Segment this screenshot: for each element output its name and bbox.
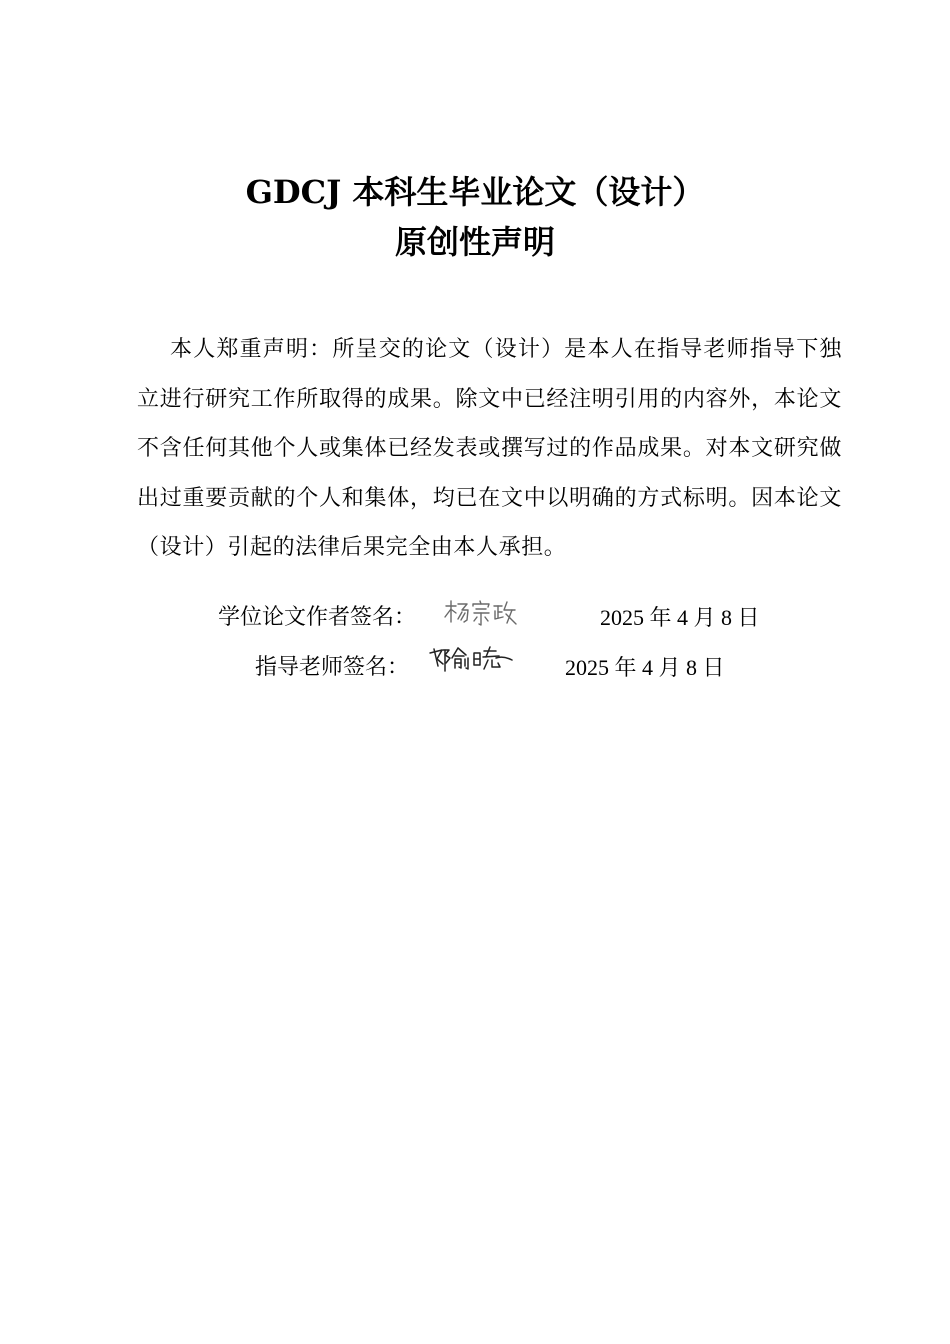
- declaration-paragraph: 本人郑重声明：所呈交的论文（设计）是本人在指导老师指导下独立进行研究工作所取得的成果。除文中已经注明引用的内容外，本论文不含任何其他个人或集体已经发表或撰写过的作品成果。对本文研究做出过重要贡献的个人和集体，均已在文中以明确的方式标明。因本论文（设计）引起的法律后果完全由本人承担。: [137, 337, 842, 560]
- student-handwritten-signature: [440, 598, 520, 632]
- student-signature-date: 2025 年 4 月 8 日: [600, 605, 760, 630]
- advisor-signature-label: 指导老师签名：: [255, 655, 410, 680]
- student-signature-label: 学位论文作者签名：: [218, 605, 417, 630]
- advisor-handwritten-signature: [428, 644, 514, 674]
- advisor-signature-date: 2025 年 4 月 8 日: [565, 655, 725, 680]
- document-title: GDCJ 本科生毕业论文（设计）: [245, 173, 705, 211]
- document-subtitle: 原创性声明: [394, 223, 555, 261]
